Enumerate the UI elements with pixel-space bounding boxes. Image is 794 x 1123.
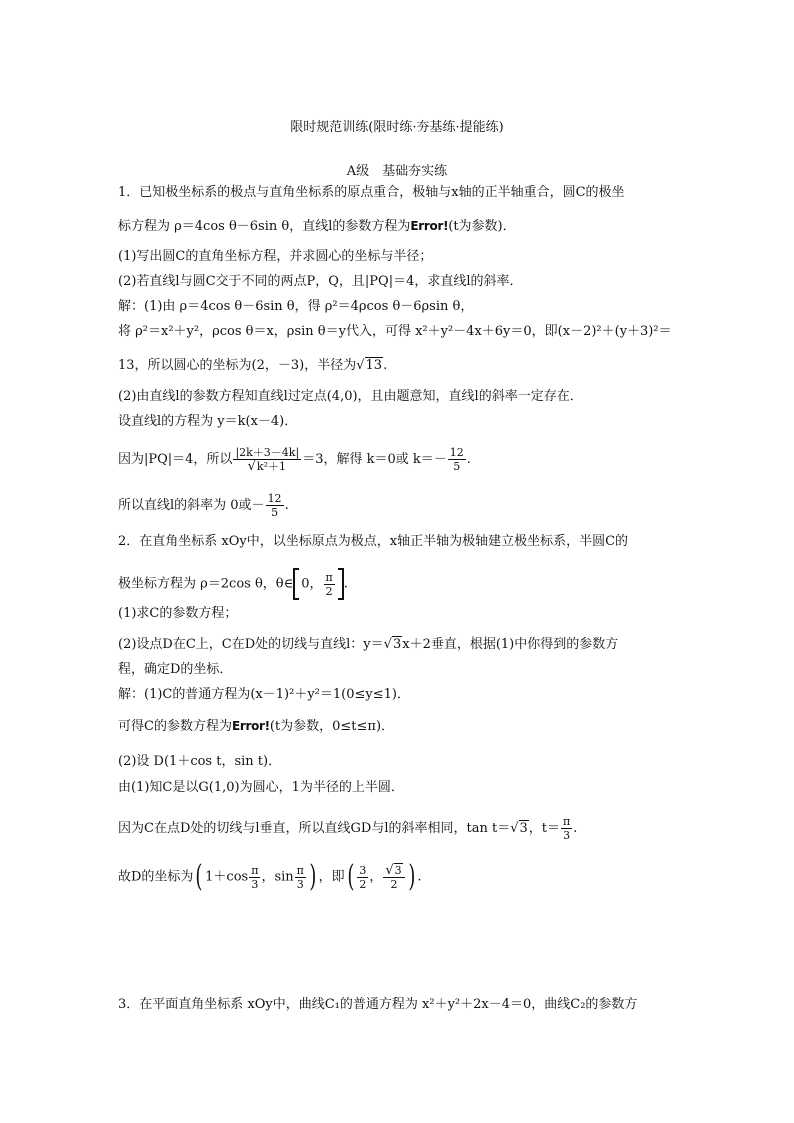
q2-solution-line-2-tail: (t为参数，0≤t≤π)． <box>269 719 395 734</box>
period: . <box>284 498 289 513</box>
q1-solution-line-6 <box>118 446 471 473</box>
q2-part-2 <box>118 636 618 654</box>
q1-part-2: (2)若直线l与圆C交于不同的两点P，Q，且|PQ|＝4，求直线l的斜率． <box>118 274 523 289</box>
q2-solution-line-5-text: 因为C在点D处的切线与l垂直，所以直线GD与l的斜率相同，tan t＝ <box>118 821 511 836</box>
sqrt-expression: √3 <box>510 821 528 836</box>
period: . <box>417 869 422 885</box>
page-title: 限时规范训练(限时练·夯基练·提能练) <box>290 120 504 135</box>
q1-solution-line-4: (2)由直线l的参数方程知直线l过定点(4,0)，且由题意知，直线l的斜率一定存在． <box>118 389 583 404</box>
q1-solution-line-3-text: 13，所以圆心的坐标为(2，－3)，半径为 <box>118 358 357 373</box>
connector-text: ，即 <box>318 869 345 885</box>
q2-line-1: 2．在直角坐标系 xOy中，以坐标原点为极点，x轴正半轴为极轴建立极坐标系，半圆C的 <box>118 534 629 549</box>
q2-line-2 <box>118 568 348 600</box>
q2-solution-line-5 <box>118 815 577 842</box>
q2-line-2-text: 极坐标方程为 ρ＝2cos θ，θ∈ <box>118 576 294 592</box>
coord-y-expression: ，sin <box>261 869 294 885</box>
fraction-numerator: 12 <box>449 446 464 459</box>
q1-solution-line-3 <box>118 357 387 375</box>
period: . <box>573 821 578 836</box>
fraction-numerator: π <box>296 863 304 877</box>
q2-part-2-line-2: 程，确定D的坐标． <box>118 662 233 677</box>
q1-solution-line-7-text: 所以直线l的斜率为 0或－ <box>118 498 265 513</box>
pi-over-3-fraction <box>295 864 306 891</box>
fraction-numerator: π <box>563 815 571 828</box>
section-heading: A级 基础夯实练 <box>346 164 448 179</box>
sqrt-expression: √13 <box>356 358 383 373</box>
pi-over-3-fraction <box>249 864 260 891</box>
fraction-numerator: |2k＋3－4k| <box>235 446 300 459</box>
q2-solution-line-3: (2)设 D(1＋cos t，sin t)． <box>118 754 282 769</box>
q2-part-2-text: (2)设点D在C上，C在D处的切线与直线l：y＝ <box>118 637 384 652</box>
period: . <box>383 358 388 373</box>
q1-solution-line-5: 设直线l的方程为 y＝k(x－4)． <box>118 414 298 429</box>
q2-solution-line-2-text: 可得C的参数方程为 <box>118 719 232 734</box>
distance-fraction: $\frac{|2k+3-4k|}{\text{√k²＋1}}$ <box>235 446 300 474</box>
sqrt3-over-2-fraction: $\frac{√3}{2}$ <box>383 864 404 891</box>
fraction-denominator: 2 <box>324 584 335 598</box>
q1-solution-line-2: 将 ρ²＝x²＋y²，ρcos θ＝x，ρsin θ＝y代入，可得 x²＋y²－4x＋6y＝0，即(x－2)²＋(y＋3)²＝ <box>118 324 672 339</box>
fraction-numerator: π <box>325 570 333 584</box>
left-paren: ( <box>346 859 354 894</box>
left-paren: ( <box>195 859 203 894</box>
fraction-numerator: 3 <box>394 863 402 877</box>
fraction-numerator: π <box>251 863 259 877</box>
slope-fraction <box>266 492 284 519</box>
q1-solution-line-6-mid: ＝3，解得 k＝0或 k＝－ <box>302 452 447 467</box>
sqrt-argument: 13 <box>365 358 383 373</box>
q1-line-2 <box>118 217 516 236</box>
q2-part-1: (1)求C的参数方程； <box>118 606 238 621</box>
interval-start: 0， <box>301 576 323 592</box>
q1-line-1: 1．已知极坐标系的极点与直角坐标系的原点重合，极轴与x轴的正半轴重合，圆C的极坐 <box>118 185 625 200</box>
q2-solution-line-2 <box>118 717 394 736</box>
coord-x-expression: 1＋cos <box>205 869 249 885</box>
period: . <box>343 576 348 592</box>
fraction-denominator: 3 <box>249 877 260 891</box>
comma: ， <box>369 869 383 885</box>
slope-fraction <box>448 446 466 473</box>
fraction-denominator: 2 <box>359 877 367 891</box>
fraction-denominator: 3 <box>295 877 306 891</box>
error-placeholder: Error! <box>231 719 270 733</box>
fraction-denominator: k²＋1 <box>256 460 286 473</box>
q1-solution-line-6-text: 因为|PQ|＝4，所以 <box>118 452 233 467</box>
q1-part-1: (1)写出圆C的直角坐标方程，并求圆心的坐标与半径； <box>118 249 433 264</box>
fraction-denominator: 5 <box>266 505 284 519</box>
q2-solution-line-1: 解：(1)C的普通方程为(x－1)²＋y²＝1(0≤y≤1)． <box>118 687 410 702</box>
sqrt-argument: 3 <box>392 637 402 652</box>
fraction-denominator: 3 <box>561 828 572 842</box>
fraction-denominator: 2 <box>383 877 404 891</box>
period: . <box>466 452 471 467</box>
q1-solution-line-1: 解：(1)由 ρ＝4cos θ－6sin θ，得 ρ²＝4ρcos θ－6ρsin θ， <box>118 299 474 314</box>
fraction-numerator: 12 <box>267 492 282 505</box>
q2-solution-line-4: 由(1)知C是以G(1,0)为圆心，1为半径的上半圆． <box>118 780 404 795</box>
q2-part-2-tail: x＋2垂直，根据(1)中你得到的参数方 <box>402 637 619 652</box>
fraction-denominator: 5 <box>448 459 466 473</box>
right-paren: ) <box>408 859 416 894</box>
error-placeholder: Error! <box>410 219 449 233</box>
q1-solution-line-7 <box>118 492 289 519</box>
left-bracket <box>293 568 299 600</box>
q1-line-2-text: 标方程为 ρ＝4cos θ－6sin θ，直线l的参数方程为 <box>118 219 411 234</box>
q3-line-1: 3．在平面直角坐标系 xOy中，曲线C₁的普通方程为 x²＋y²＋2x－4＝0，曲线C₂的参数方 <box>118 997 638 1012</box>
q1-line-2-tail: (t为参数)． <box>448 219 516 234</box>
three-halves-fraction <box>357 864 368 891</box>
sqrt-expression: √3 <box>383 637 402 652</box>
pi-over-2-fraction <box>324 571 335 598</box>
sqrt-argument: 3 <box>519 821 528 836</box>
pi-over-3-fraction <box>561 815 572 842</box>
right-paren: ) <box>309 859 317 894</box>
q2-solution-line-6-text: 故D的坐标为 <box>118 869 194 885</box>
fraction-numerator: 3 <box>359 863 367 877</box>
q2-solution-line-6 <box>118 859 422 894</box>
q2-solution-line-5-mid: ，t＝ <box>528 821 561 836</box>
